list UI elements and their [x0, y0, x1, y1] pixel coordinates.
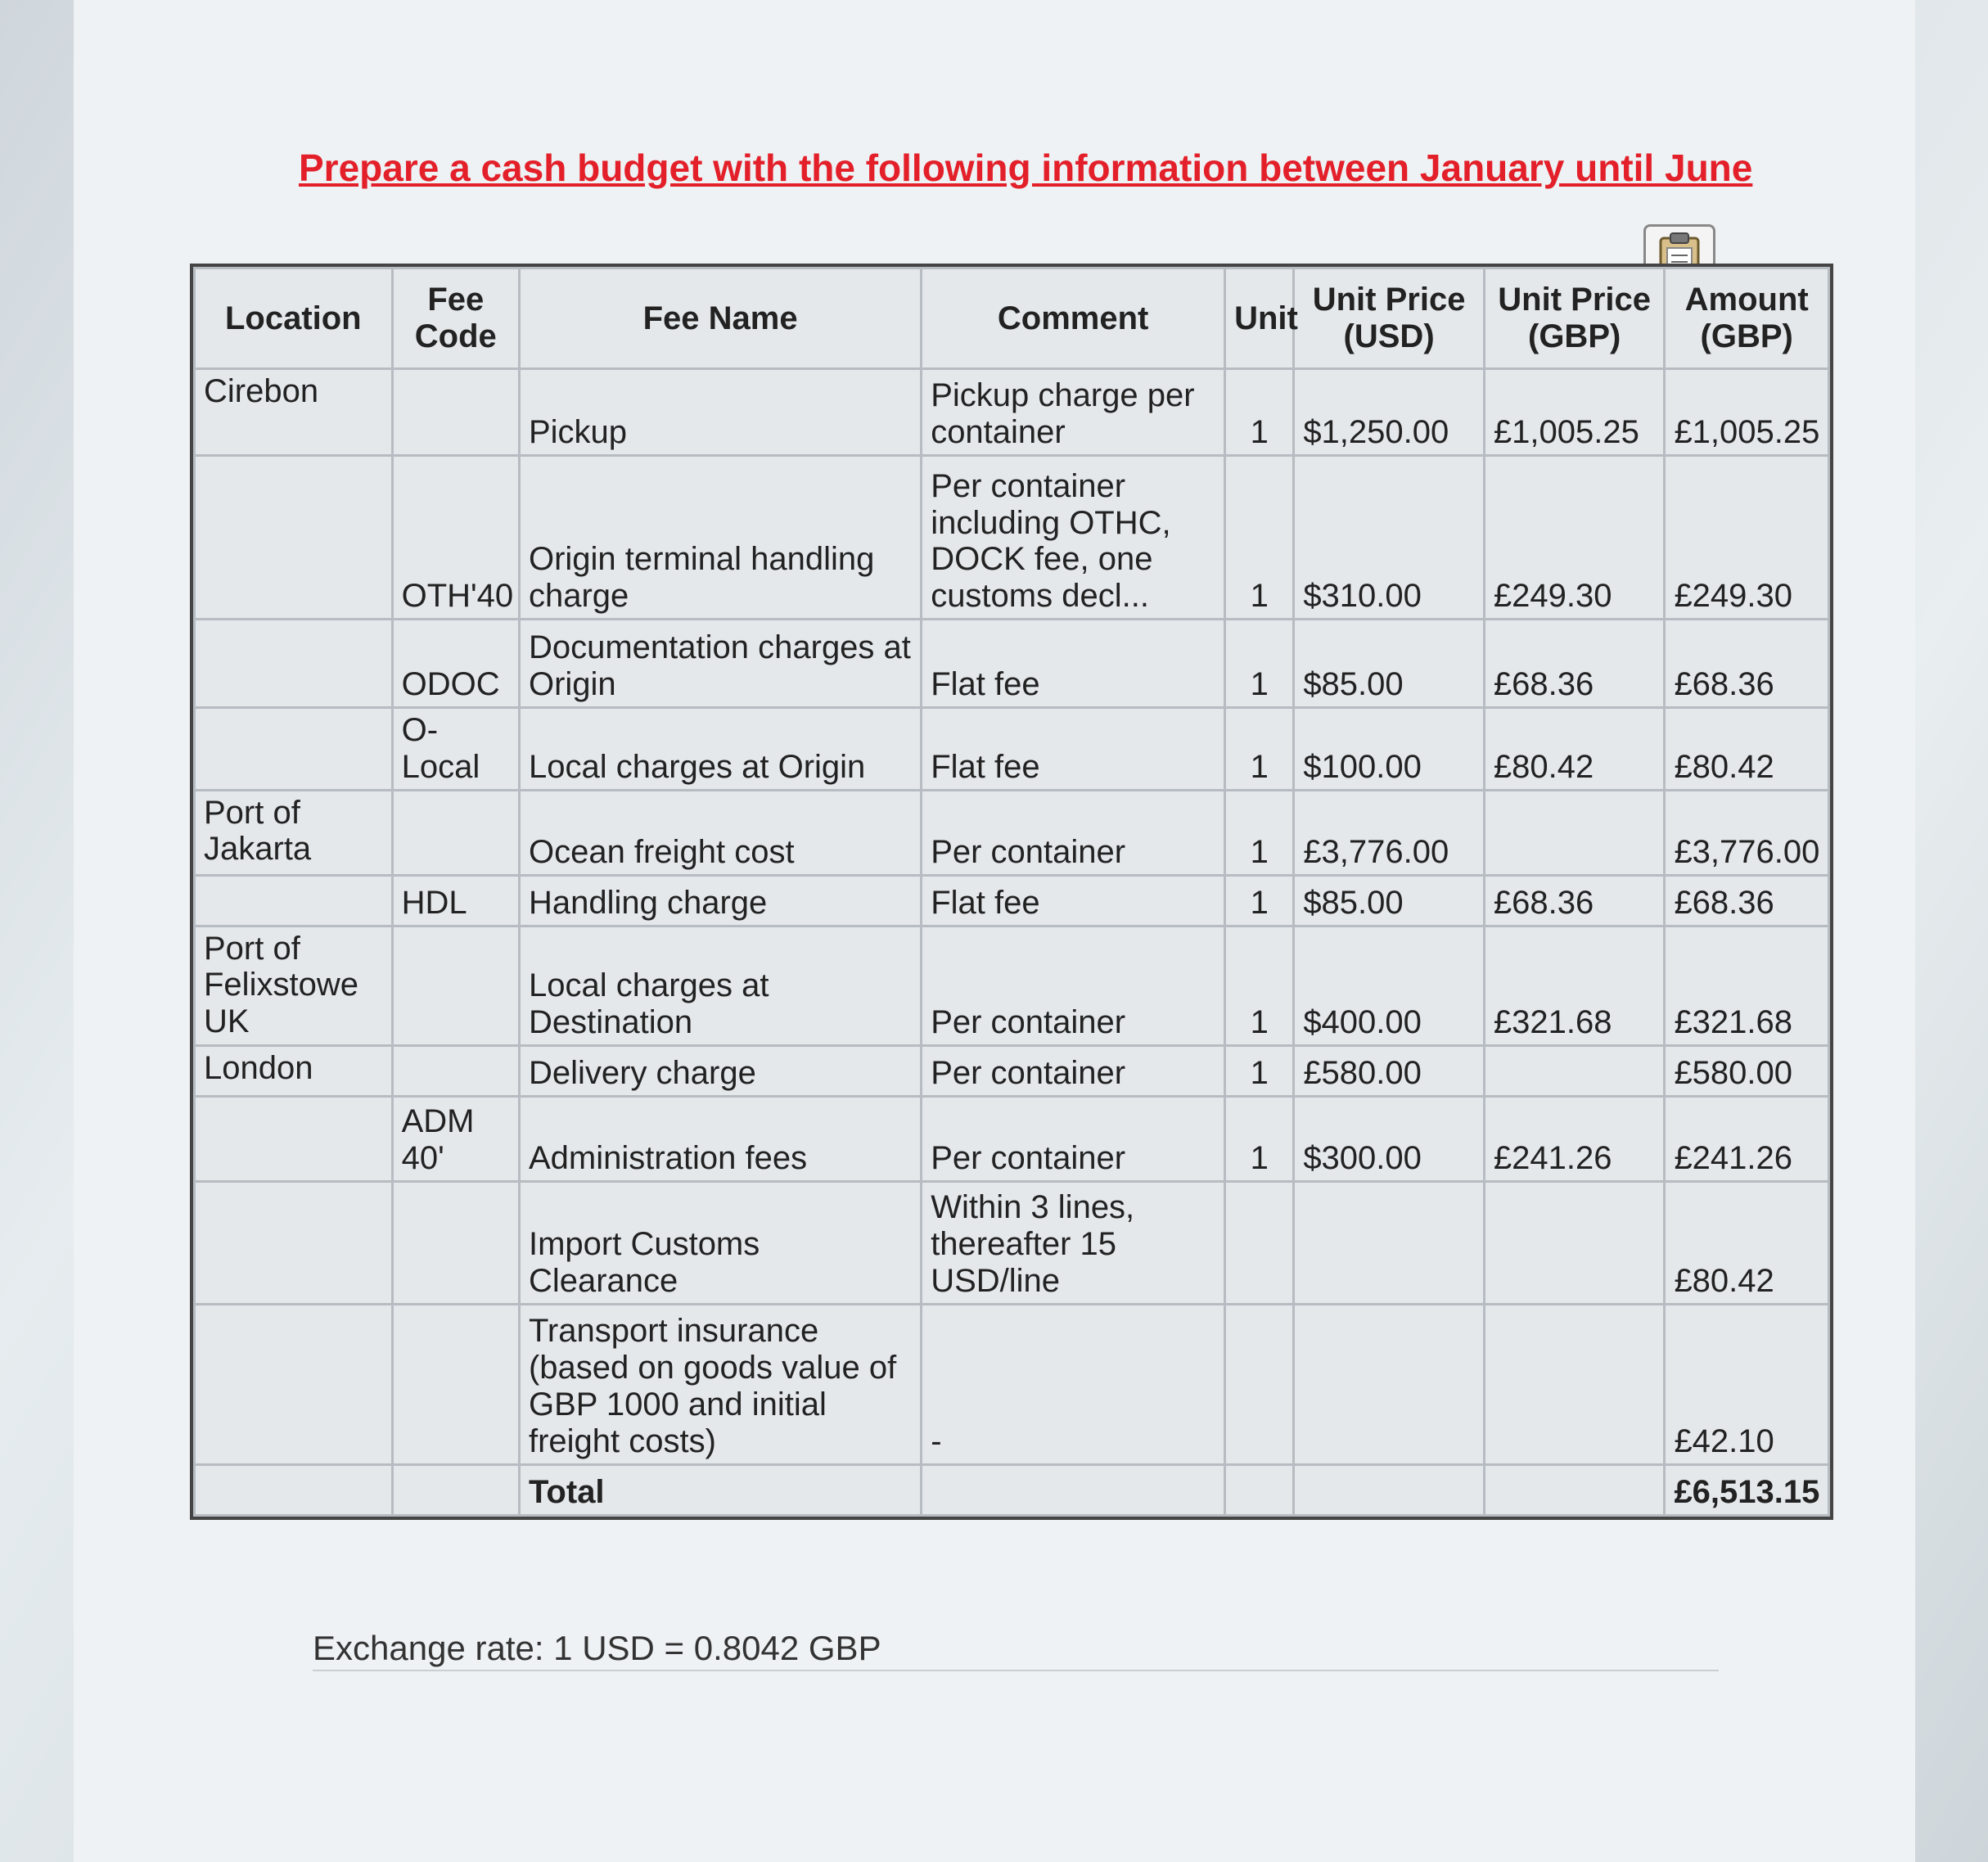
table-row: [195, 875, 1829, 926]
cell-unit-price-gbp: £241.26: [1484, 1096, 1665, 1181]
cell-location: [195, 1304, 393, 1464]
cell-unit-price-usd: $85.00: [1294, 620, 1485, 708]
cell-unit: 1: [1225, 875, 1294, 926]
cell-fee-code: ODOC: [392, 620, 519, 708]
cell-unit: 1: [1225, 369, 1294, 456]
cell-comment: [922, 1464, 1225, 1515]
cell-unit-price-usd: $100.00: [1294, 708, 1485, 791]
cell-unit-price-usd: $1,250.00: [1294, 369, 1485, 456]
cell-unit-price-gbp: £1,005.25: [1484, 369, 1665, 456]
fee-table: [190, 264, 1833, 1520]
cell-amount-gbp: £321.68: [1665, 926, 1829, 1045]
cell-comment: Flat fee: [922, 620, 1225, 708]
cell-fee-name: Documentation charges at Origin: [519, 620, 921, 708]
cell-fee-code: O-Local: [392, 708, 519, 791]
cell-unit-price-gbp: [1484, 790, 1665, 875]
cell-comment: Pickup charge per container: [922, 369, 1225, 456]
cell-unit-price-usd: [1294, 1181, 1485, 1304]
header-comment: Comment: [922, 268, 1225, 369]
cell-unit: [1225, 1304, 1294, 1464]
cell-location: [195, 1464, 393, 1515]
table-row: [195, 708, 1829, 791]
cell-fee-code: HDL: [392, 875, 519, 926]
page-title: Prepare a cash budget with the following information between January until June: [299, 147, 1753, 189]
cell-comment: Per container including OTHC, DOCK fee, one customs decl...: [922, 456, 1225, 620]
cell-comment: Per container: [922, 790, 1225, 875]
cell-amount-gbp: £42.10: [1665, 1304, 1829, 1464]
cell-fee-name: Handling charge: [519, 875, 921, 926]
cell-location: London: [195, 1045, 393, 1096]
table-row: [195, 1045, 1829, 1096]
cell-fee-code: [392, 1045, 519, 1096]
cell-location: [195, 875, 393, 926]
cell-unit: 1: [1225, 620, 1294, 708]
cell-fee-code: [392, 1181, 519, 1304]
cell-unit: 1: [1225, 790, 1294, 875]
cell-fee-code: ADM 40': [392, 1096, 519, 1181]
cell-unit-price-gbp: £80.42: [1484, 708, 1665, 791]
cell-unit-price-gbp: £321.68: [1484, 926, 1665, 1045]
header-location: Location: [195, 268, 393, 369]
cell-comment: Flat fee: [922, 708, 1225, 791]
cell-unit-price-usd: $310.00: [1294, 456, 1485, 620]
cell-location: [195, 708, 393, 791]
table-row: [195, 1304, 1829, 1464]
table-row: [195, 1096, 1829, 1181]
cell-fee-code: [392, 1304, 519, 1464]
cell-location: [195, 1096, 393, 1181]
cell-unit-price-gbp: £68.36: [1484, 620, 1665, 708]
cell-location: Port of Jakarta: [195, 790, 393, 875]
cell-unit-price-usd: $85.00: [1294, 875, 1485, 926]
header-unit: Unit: [1225, 268, 1294, 369]
cell-comment: Per container: [922, 1096, 1225, 1181]
cell-unit: 1: [1225, 456, 1294, 620]
cell-location: Cirebon: [195, 369, 393, 456]
cell-comment: Per container: [922, 1045, 1225, 1096]
cell-amount-gbp: £241.26: [1665, 1096, 1829, 1181]
cell-fee-name: Transport insurance (based on goods value of GBP 1000 and initial freight costs): [519, 1304, 921, 1464]
cell-location: [195, 456, 393, 620]
cell-fee-name: Origin terminal handling charge: [519, 456, 921, 620]
cell-fee-code: OTH'40: [392, 456, 519, 620]
cell-unit-price-gbp: £249.30: [1484, 456, 1665, 620]
table-total-row: [195, 1464, 1829, 1515]
cell-fee-name: Pickup: [519, 369, 921, 456]
cell-fee-code: [392, 790, 519, 875]
cell-location: [195, 620, 393, 708]
cell-amount-gbp: £68.36: [1665, 620, 1829, 708]
cell-unit: 1: [1225, 926, 1294, 1045]
cell-amount-gbp: £1,005.25: [1665, 369, 1829, 456]
table-header-row: [195, 268, 1829, 369]
header-unit-price-usd: Unit Price (USD): [1294, 268, 1485, 369]
cell-fee-name: Administration fees: [519, 1096, 921, 1181]
table-row: [195, 790, 1829, 875]
table-row: [195, 1181, 1829, 1304]
cell-unit: 1: [1225, 708, 1294, 791]
table-row: [195, 456, 1829, 620]
header-amount-gbp: Amount (GBP): [1665, 268, 1829, 369]
cell-unit-price-usd: $300.00: [1294, 1096, 1485, 1181]
header-unit-price-gbp: Unit Price (GBP): [1484, 268, 1665, 369]
cell-unit: 1: [1225, 1096, 1294, 1181]
header-fee-code: Fee Code: [392, 268, 519, 369]
cell-amount-gbp: £249.30: [1665, 456, 1829, 620]
table-row: [195, 369, 1829, 456]
cell-unit-price-usd: £3,776.00: [1294, 790, 1485, 875]
cell-comment: -: [922, 1304, 1225, 1464]
table-row: [195, 926, 1829, 1045]
cell-unit-price-gbp: £68.36: [1484, 875, 1665, 926]
cell-location: Port of Felixstowe UK: [195, 926, 393, 1045]
cell-unit-price-gbp: [1484, 1464, 1665, 1515]
cell-fee-name: Import Customs Clearance: [519, 1181, 921, 1304]
cell-unit-price-gbp: [1484, 1304, 1665, 1464]
cell-fee-name: Local charges at Origin: [519, 708, 921, 791]
header-fee-name: Fee Name: [519, 268, 921, 369]
cell-unit-price-usd: [1294, 1304, 1485, 1464]
cell-fee-code: [392, 1464, 519, 1515]
cell-fee-name-total: Total: [519, 1464, 921, 1515]
cell-fee-name: Local charges at Destination: [519, 926, 921, 1045]
exchange-rate-note: Exchange rate: 1 USD = 0.8042 GBP: [313, 1629, 1719, 1671]
cell-amount-gbp: £80.42: [1665, 708, 1829, 791]
cell-unit-price-usd: £580.00: [1294, 1045, 1485, 1096]
cell-fee-code: [392, 926, 519, 1045]
cell-fee-name: Delivery charge: [519, 1045, 921, 1096]
cell-amount-gbp: £80.42: [1665, 1181, 1829, 1304]
cell-amount-gbp: £580.00: [1665, 1045, 1829, 1096]
cell-unit-price-gbp: [1484, 1045, 1665, 1096]
table-row: [195, 620, 1829, 708]
cell-comment: Per container: [922, 926, 1225, 1045]
cell-amount-total: £6,513.15: [1665, 1464, 1829, 1515]
cell-unit-price-usd: $400.00: [1294, 926, 1485, 1045]
cell-fee-name: Ocean freight cost: [519, 790, 921, 875]
cell-unit: [1225, 1464, 1294, 1515]
cell-comment: Within 3 lines, thereafter 15 USD/line: [922, 1181, 1225, 1304]
cell-amount-gbp: £3,776.00: [1665, 790, 1829, 875]
cell-unit-price-usd: [1294, 1464, 1485, 1515]
cell-fee-code: [392, 369, 519, 456]
cell-unit: [1225, 1181, 1294, 1304]
cell-location: [195, 1181, 393, 1304]
cell-amount-gbp: £68.36: [1665, 875, 1829, 926]
cell-comment: Flat fee: [922, 875, 1225, 926]
cell-unit: 1: [1225, 1045, 1294, 1096]
cell-unit-price-gbp: [1484, 1181, 1665, 1304]
